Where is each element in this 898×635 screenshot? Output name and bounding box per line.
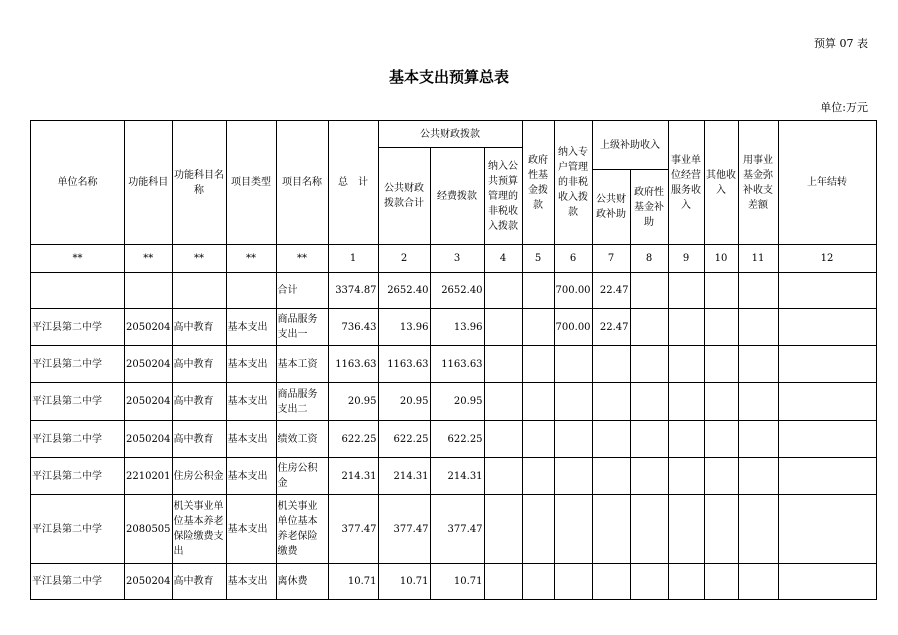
cell-func-name: 高中教育 bbox=[172, 421, 226, 458]
cell-sup-public: 22.47 bbox=[592, 309, 630, 346]
cell-other bbox=[704, 273, 738, 309]
cell-special-nontax bbox=[554, 346, 592, 383]
cell-pf-total: 13.96 bbox=[378, 309, 430, 346]
cell-pf-funds: 20.95 bbox=[430, 383, 484, 421]
cell-other bbox=[704, 564, 738, 600]
cell-pf-total: 1163.63 bbox=[378, 346, 430, 383]
cell-gov-fund bbox=[522, 421, 554, 458]
cell-item-type: 基本支出 bbox=[226, 421, 276, 458]
cell-pf-nontax bbox=[484, 421, 522, 458]
cell-gov-fund bbox=[522, 309, 554, 346]
cell-sup-gov bbox=[630, 421, 668, 458]
cell-item-type: 基本支出 bbox=[226, 564, 276, 600]
cell-total: 377.47 bbox=[328, 495, 378, 564]
cell-carryover bbox=[778, 273, 876, 309]
table-row bbox=[31, 309, 877, 346]
header-public-fiscal: 公共财政拨款 bbox=[378, 121, 522, 148]
cell-total: 3374.87 bbox=[328, 273, 378, 309]
index-cell: 9 bbox=[668, 245, 704, 273]
cell-special-nontax: 700.00 bbox=[554, 273, 592, 309]
cell-func-code: 2050204 bbox=[125, 383, 173, 421]
cell-func-name bbox=[172, 273, 226, 309]
index-row bbox=[31, 245, 877, 273]
cell-carryover bbox=[778, 458, 876, 495]
cell-special-nontax: 700.00 bbox=[554, 309, 592, 346]
header-carryover: 上年结转 bbox=[778, 121, 876, 245]
cell-func-code bbox=[125, 273, 173, 309]
cell-gov-fund bbox=[522, 495, 554, 564]
cell-item-name: 合计 bbox=[276, 273, 328, 309]
cell-item-name: 商品服务支出二 bbox=[276, 383, 328, 421]
header-total: 总 计 bbox=[328, 121, 378, 245]
cell-gov-fund bbox=[522, 383, 554, 421]
index-cell: 12 bbox=[778, 245, 876, 273]
cell-business bbox=[668, 421, 704, 458]
cell-func-name: 高中教育 bbox=[172, 383, 226, 421]
cell-business bbox=[668, 309, 704, 346]
unit-label: 单位:万元 bbox=[820, 101, 868, 114]
header-superior: 上级补助收入 bbox=[592, 121, 668, 170]
header-pf-total: 公共财政拨款合计 bbox=[378, 148, 430, 245]
header-gov-fund: 政府性基金拨款 bbox=[522, 121, 554, 245]
cell-sup-gov bbox=[630, 383, 668, 421]
cell-pf-total: 622.25 bbox=[378, 421, 430, 458]
cell-sup-gov bbox=[630, 273, 668, 309]
cell-unit-name bbox=[31, 273, 125, 309]
cell-item-name: 住房公积金 bbox=[276, 458, 328, 495]
cell-pf-total: 20.95 bbox=[378, 383, 430, 421]
index-cell: 5 bbox=[522, 245, 554, 273]
cell-pf-nontax bbox=[484, 346, 522, 383]
cell-carryover bbox=[778, 421, 876, 458]
cell-pf-nontax bbox=[484, 458, 522, 495]
cell-unit-name: 平江县第二中学 bbox=[31, 383, 125, 421]
cell-special-nontax bbox=[554, 383, 592, 421]
cell-func-code: 2050204 bbox=[125, 346, 173, 383]
cell-pf-nontax bbox=[484, 273, 522, 309]
cell-unit-name: 平江县第二中学 bbox=[31, 309, 125, 346]
cell-pf-funds: 10.71 bbox=[430, 564, 484, 600]
cell-business bbox=[668, 346, 704, 383]
index-cell: 1 bbox=[328, 245, 378, 273]
cell-pf-nontax bbox=[484, 309, 522, 346]
cell-func-code: 2050204 bbox=[125, 564, 173, 600]
index-cell: 4 bbox=[484, 245, 522, 273]
index-cell: ** bbox=[172, 245, 226, 273]
cell-sup-public bbox=[592, 421, 630, 458]
index-cell: ** bbox=[31, 245, 125, 273]
header-business: 事业单位经营服务收入 bbox=[668, 121, 704, 245]
index-cell: 3 bbox=[430, 245, 484, 273]
cell-sup-gov bbox=[630, 495, 668, 564]
cell-total: 736.43 bbox=[328, 309, 378, 346]
cell-carryover bbox=[778, 346, 876, 383]
cell-special-nontax bbox=[554, 564, 592, 600]
cell-item-name: 商品服务支出一 bbox=[276, 309, 328, 346]
budget-table bbox=[30, 120, 877, 600]
cell-func-name: 住房公积金 bbox=[172, 458, 226, 495]
cell-sup-public: 22.47 bbox=[592, 273, 630, 309]
cell-other bbox=[704, 421, 738, 458]
header-pf-funds: 经费拨款 bbox=[430, 148, 484, 245]
cell-sup-public bbox=[592, 383, 630, 421]
index-cell: 11 bbox=[738, 245, 778, 273]
cell-other bbox=[704, 458, 738, 495]
header-pf-nontax: 纳入公共预算管理的非税收入拨款 bbox=[484, 148, 522, 245]
cell-item-type: 基本支出 bbox=[226, 383, 276, 421]
cell-sup-public bbox=[592, 495, 630, 564]
cell-fund-cover bbox=[738, 495, 778, 564]
cell-pf-funds: 622.25 bbox=[430, 421, 484, 458]
index-cell: 10 bbox=[704, 245, 738, 273]
cell-sup-gov bbox=[630, 458, 668, 495]
cell-item-type: 基本支出 bbox=[226, 458, 276, 495]
cell-fund-cover bbox=[738, 421, 778, 458]
cell-func-name: 机关事业单位基本养老保险缴费支出 bbox=[172, 495, 226, 564]
cell-sup-public bbox=[592, 564, 630, 600]
cell-other bbox=[704, 495, 738, 564]
cell-sup-public bbox=[592, 346, 630, 383]
header-special-nontax: 纳入专户管理的非税收入拨款 bbox=[554, 121, 592, 245]
index-cell: 7 bbox=[592, 245, 630, 273]
cell-fund-cover bbox=[738, 346, 778, 383]
cell-pf-total: 2652.40 bbox=[378, 273, 430, 309]
cell-other bbox=[704, 346, 738, 383]
cell-fund-cover bbox=[738, 383, 778, 421]
table-row bbox=[31, 421, 877, 458]
cell-unit-name: 平江县第二中学 bbox=[31, 495, 125, 564]
cell-sup-gov bbox=[630, 564, 668, 600]
cell-gov-fund bbox=[522, 458, 554, 495]
cell-fund-cover bbox=[738, 309, 778, 346]
cell-func-name: 高中教育 bbox=[172, 564, 226, 600]
cell-other bbox=[704, 309, 738, 346]
cell-gov-fund bbox=[522, 346, 554, 383]
table-row bbox=[31, 383, 877, 421]
cell-unit-name: 平江县第二中学 bbox=[31, 421, 125, 458]
cell-pf-funds: 214.31 bbox=[430, 458, 484, 495]
index-cell: 8 bbox=[630, 245, 668, 273]
cell-carryover bbox=[778, 309, 876, 346]
header-fund-cover: 用事业基金弥补收支差额 bbox=[738, 121, 778, 245]
cell-item-type: 基本支出 bbox=[226, 495, 276, 564]
cell-func-code: 2210201 bbox=[125, 458, 173, 495]
cell-pf-total: 214.31 bbox=[378, 458, 430, 495]
header-func-code: 功能科目 bbox=[125, 121, 173, 245]
header-other: 其他收入 bbox=[704, 121, 738, 245]
table-row bbox=[31, 564, 877, 600]
index-cell: ** bbox=[276, 245, 328, 273]
cell-unit-name: 平江县第二中学 bbox=[31, 564, 125, 600]
cell-total: 214.31 bbox=[328, 458, 378, 495]
cell-unit-name: 平江县第二中学 bbox=[31, 346, 125, 383]
cell-pf-nontax bbox=[484, 564, 522, 600]
cell-total: 1163.63 bbox=[328, 346, 378, 383]
cell-pf-total: 377.47 bbox=[378, 495, 430, 564]
cell-gov-fund bbox=[522, 564, 554, 600]
cell-item-type: 基本支出 bbox=[226, 309, 276, 346]
cell-func-code: 2050204 bbox=[125, 421, 173, 458]
cell-gov-fund bbox=[522, 273, 554, 309]
cell-pf-nontax bbox=[484, 495, 522, 564]
index-cell: ** bbox=[125, 245, 173, 273]
header-item-type: 项目类型 bbox=[226, 121, 276, 245]
cell-total: 622.25 bbox=[328, 421, 378, 458]
cell-item-name: 机关事业单位基本养老保险缴费 bbox=[276, 495, 328, 564]
cell-total: 10.71 bbox=[328, 564, 378, 600]
table-row bbox=[31, 458, 877, 495]
cell-special-nontax bbox=[554, 421, 592, 458]
cell-special-nontax bbox=[554, 458, 592, 495]
index-cell: ** bbox=[226, 245, 276, 273]
cell-other bbox=[704, 383, 738, 421]
cell-item-name: 基本工资 bbox=[276, 346, 328, 383]
cell-pf-funds: 1163.63 bbox=[430, 346, 484, 383]
header-sup-public: 公共财政补助 bbox=[592, 170, 630, 245]
cell-business bbox=[668, 564, 704, 600]
index-cell: 2 bbox=[378, 245, 430, 273]
header-item-name: 项目名称 bbox=[276, 121, 328, 245]
table-row bbox=[31, 346, 877, 383]
cell-item-type: 基本支出 bbox=[226, 346, 276, 383]
cell-fund-cover bbox=[738, 458, 778, 495]
cell-unit-name: 平江县第二中学 bbox=[31, 458, 125, 495]
total-row bbox=[31, 273, 877, 309]
cell-item-name: 绩效工资 bbox=[276, 421, 328, 458]
cell-carryover bbox=[778, 495, 876, 564]
cell-pf-funds: 377.47 bbox=[430, 495, 484, 564]
cell-business bbox=[668, 273, 704, 309]
index-cell: 6 bbox=[554, 245, 592, 273]
cell-total: 20.95 bbox=[328, 383, 378, 421]
cell-business bbox=[668, 458, 704, 495]
cell-item-name: 离休费 bbox=[276, 564, 328, 600]
page-title: 基本支出预算总表 bbox=[388, 68, 509, 86]
cell-carryover bbox=[778, 564, 876, 600]
cell-sup-public bbox=[592, 458, 630, 495]
header-func-name: 功能科目名称 bbox=[172, 121, 226, 245]
table-row bbox=[31, 495, 877, 564]
cell-func-name: 高中教育 bbox=[172, 346, 226, 383]
cell-func-code: 2080505 bbox=[125, 495, 173, 564]
cell-pf-total: 10.71 bbox=[378, 564, 430, 600]
cell-pf-funds: 13.96 bbox=[430, 309, 484, 346]
cell-pf-funds: 2652.40 bbox=[430, 273, 484, 309]
cell-special-nontax bbox=[554, 495, 592, 564]
header-sup-gov: 政府性基金补助 bbox=[630, 170, 668, 245]
cell-func-name: 高中教育 bbox=[172, 309, 226, 346]
header-unit-name: 单位名称 bbox=[31, 121, 125, 245]
cell-business bbox=[668, 495, 704, 564]
cell-carryover bbox=[778, 383, 876, 421]
cell-func-code: 2050204 bbox=[125, 309, 173, 346]
form-number: 预算 07 表 bbox=[814, 37, 868, 50]
cell-fund-cover bbox=[738, 564, 778, 600]
cell-pf-nontax bbox=[484, 383, 522, 421]
cell-business bbox=[668, 383, 704, 421]
cell-sup-gov bbox=[630, 346, 668, 383]
cell-fund-cover bbox=[738, 273, 778, 309]
cell-item-type bbox=[226, 273, 276, 309]
cell-sup-gov bbox=[630, 309, 668, 346]
